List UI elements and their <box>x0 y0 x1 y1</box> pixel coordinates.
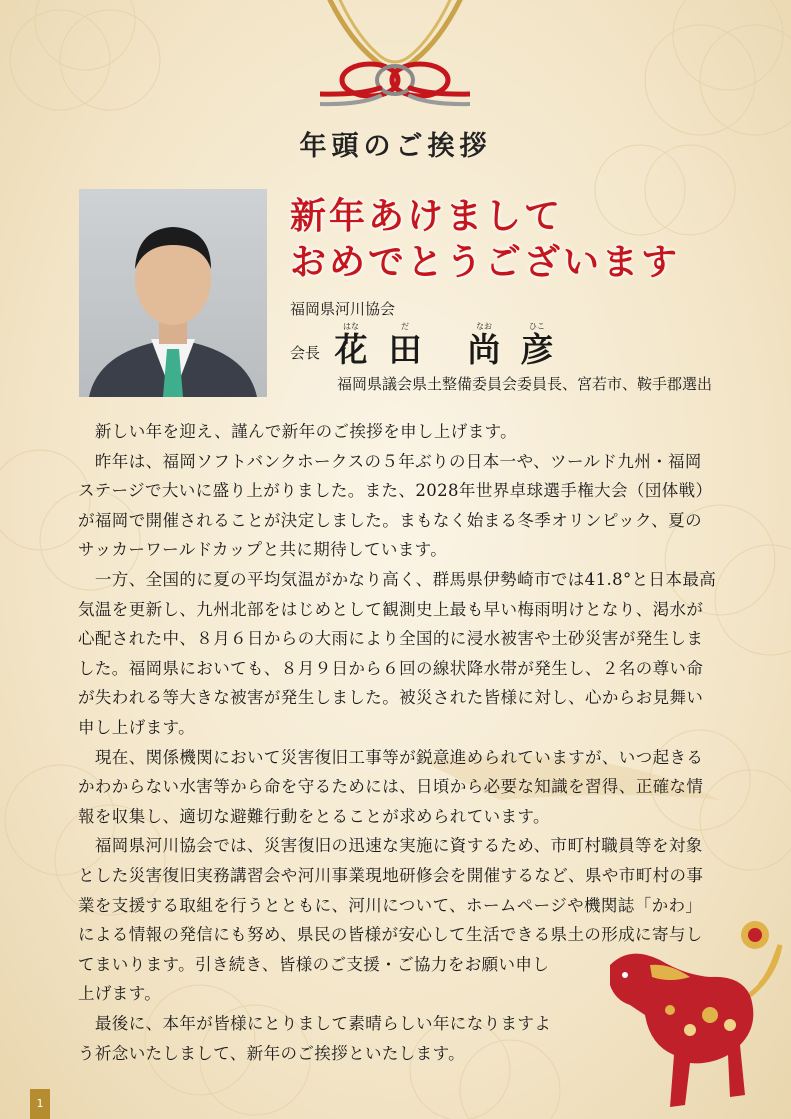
affiliation: 福岡県議会県土整備委員会委員長、宮若市、鞍手郡選出 <box>337 375 713 393</box>
name-ruby: はな <box>343 322 359 331</box>
body-line: 現在、関係機関において災害復旧工事等が鋭意進められていますが、いつ起きる <box>78 747 704 767</box>
body-line: 気温を更新し、九州北部をはじめとして観測史上最も早い梅雨明けとなり、渇水が <box>78 599 704 619</box>
horse-illustration-icon <box>590 905 790 1119</box>
body-line: 新しい年を迎え、謹んで新年のご挨拶を申し上げます。 <box>78 422 518 441</box>
body-line: が失われる等大きな被害が発生しました。被災された皆様に対し、心からお見舞い <box>78 688 704 708</box>
body-line: ステージで大いに盛り上がりました。また、2028年世界卓球選手権大会（団体戦） <box>78 481 713 501</box>
body-line: 最後に、本年が皆様にとりまして素晴らしい年になりますよ <box>78 1014 552 1033</box>
name-kanji: 尚 <box>467 330 501 369</box>
name-ruby: なお <box>476 322 492 331</box>
page-title: 年頭のご挨拶 <box>299 131 492 162</box>
organization-name: 福岡県河川協会 <box>290 300 396 318</box>
name-character <box>466 322 502 368</box>
greeting-line: 新年あけまして <box>290 195 564 237</box>
body-line: による情報の発信にも努め、県民の皆様が安心して生活できる県土の形成に寄与し <box>78 925 703 945</box>
body-line: 福岡県河川協会では、災害復旧の迅速な実施に資するため、市町村職員等を対象 <box>78 836 703 856</box>
name-character <box>387 322 423 368</box>
body-line: 心配された中、８月６日からの大雨により全国的に浸水被害や土砂災害が発生しま <box>78 629 704 649</box>
name-ruby: だ <box>401 322 409 331</box>
body-line: 上げます。 <box>78 984 162 1004</box>
name-character <box>333 322 369 368</box>
name-character <box>519 322 555 368</box>
body-line: 報を収集し、適切な避難行動をとることが求められています。 <box>78 806 550 826</box>
name-ruby: ひこ <box>529 322 545 331</box>
mizuhiki-knot-icon <box>320 0 470 120</box>
page-number: 1 <box>30 1089 50 1119</box>
body-line: とした災害復旧実務講習会や河川事業現地研修会を開催するなど、県や市町村の事 <box>78 866 704 885</box>
name-kanji: 田 <box>388 330 422 369</box>
body-line: した。福岡県においても、８月９日から６回の線状降水帯が発生し、２名の尊い命 <box>78 658 704 678</box>
body-line: が福岡で開催されることが決定しました。まもなく始まる冬季オリンピック、夏の <box>78 510 702 530</box>
role-label: 会長 <box>290 344 321 362</box>
body-line: 一方、全国的に夏の平均気温がかなり高く、群馬県伊勢崎市では41.8°と日本最高 <box>78 570 717 589</box>
body-line: 業を支援する取組を行うとともに、河川について、ホームページや機関誌「かわ」 <box>78 895 703 915</box>
body-line: かわからない水害等から命を守るためには、日頃から必要な知識を習得、正確な情 <box>78 777 704 797</box>
name-kanji: 彦 <box>520 330 554 369</box>
body-line: 昨年は、福岡ソフトバンクホークスの５年ぶりの日本一や、ツールド九州・福岡 <box>78 451 702 471</box>
name-kanji: 花 <box>334 330 368 369</box>
portrait-photo <box>79 189 267 397</box>
body-line: てまいります。引き続き、皆様のご支援・ご協力をお願い申し <box>78 954 550 974</box>
body-line: う祈念いたしまして、新年のご挨拶といたします。 <box>78 1043 466 1063</box>
new-year-greeting <box>290 193 680 285</box>
body-line: 申し上げます。 <box>78 718 195 737</box>
greeting-line: おめでとうございます <box>290 241 681 283</box>
body-line: サッカーワールドカップと共に期待しています。 <box>78 540 448 560</box>
